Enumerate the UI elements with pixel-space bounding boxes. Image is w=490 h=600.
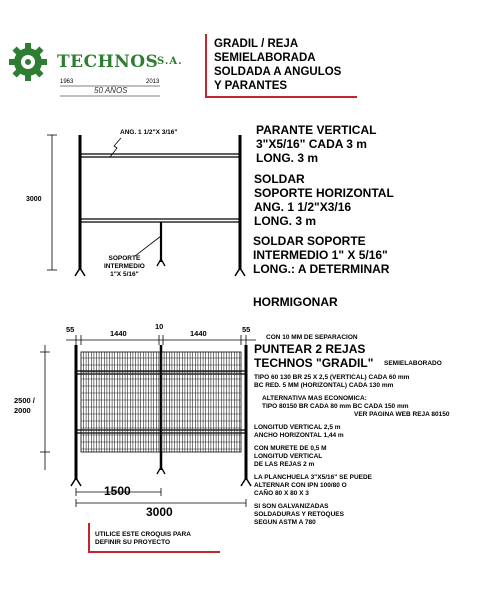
technos-logo-emblem: [9, 43, 47, 81]
spec-line: TIPO 60 130 BR 25 X 2,5 (VERTICAL) CADA 60 mm: [254, 374, 410, 381]
support-label-line: 1"X 5/16": [110, 271, 139, 278]
spec-line: SI SON GALVANIZADAS: [254, 503, 329, 510]
dim-3000: 3000: [146, 505, 173, 519]
instruction-line: SOLDAR: [254, 172, 305, 186]
murete-spec: [254, 445, 327, 469]
page-title: [214, 37, 341, 93]
soldar-intermedio-instructions: [253, 234, 389, 276]
spec-line: VER PAGINA WEB REJA 80150: [354, 411, 450, 418]
planchuela-spec: [254, 474, 372, 498]
tipo-spec: [254, 374, 409, 390]
instruction-line: INTERMEDIO 1" X 5/16": [253, 248, 388, 262]
project-note: [95, 531, 191, 547]
dim-55-left: 55: [66, 325, 75, 334]
brand-suffix: S.A.: [157, 56, 183, 67]
instruction-line: PARANTE VERTICAL: [256, 123, 377, 137]
spec-line: ALTERNAR CON IPN 100/80 O: [254, 482, 347, 489]
angle-label: ANG. 1 1/2"X 3/16": [120, 129, 178, 136]
spec-line: BC RED. 5 MM (HORIZONTAL) CADA 130 mm: [254, 382, 394, 389]
title-line: SEMIELABORADA: [214, 52, 316, 64]
alternativa-spec: [262, 395, 449, 419]
title-line: GRADIL / REJA: [214, 38, 299, 50]
instruction-line: LONG.: A DETERMINAR: [253, 262, 390, 276]
spec-line: LA PLANCHUELA 3"X5/16" SE PUEDE: [254, 474, 373, 481]
support-label-line: SOPORTE: [108, 255, 141, 262]
soldar-horizontal-instructions: [254, 172, 394, 228]
instruction-line: 3"X5/16" CADA 3 m: [256, 137, 367, 151]
title-line: SOLDADA A ANGULOS: [214, 66, 342, 78]
instruction-line: LONG. 3 m: [254, 214, 317, 228]
height-label-line: 2500 /: [14, 396, 35, 405]
lower-height-label: [14, 396, 35, 416]
separacion-label: CON 10 MM DE SEPARACION: [266, 334, 358, 341]
spec-line: LONGITUD VERTICAL 2,5 m: [254, 424, 341, 431]
spec-line: SOLDADURAS Y RETOQUES: [254, 511, 344, 518]
spec-line: SEGUN ASTM A 780: [254, 519, 316, 526]
parante-instructions: [256, 123, 376, 165]
dim-55-right: 55: [242, 325, 251, 334]
note-line: UTILICE ESTE CROQUIS PARA: [95, 531, 191, 538]
instruction-line: SOLDAR SOPORTE: [253, 234, 366, 248]
height-label-line: 2000: [14, 406, 31, 415]
upper-height-label: 3000: [26, 196, 42, 203]
longitud-spec: [254, 424, 344, 440]
instruction-line: SOPORTE HORIZONTAL: [254, 186, 394, 200]
dim-1500: 1500: [104, 484, 131, 498]
puntear-line: TECHNOS "GRADIL": [254, 356, 374, 370]
title-line: Y PARANTES: [214, 80, 288, 92]
anniversary-label: 50 AÑOS: [94, 86, 128, 95]
instruction-line: LONG. 3 m: [256, 151, 319, 165]
note-line: DEFINIR SU PROYECTO: [95, 539, 171, 546]
hormigonar-label: HORMIGONAR: [253, 295, 338, 309]
puntear-label: [254, 342, 373, 370]
year-end: 2013: [146, 79, 160, 85]
instruction-line: ANG. 1 1/2"X3/16: [254, 200, 352, 214]
spec-line: TIPO 80150 BR CADA 80 mm BC CADA 150 mm: [262, 403, 409, 410]
puntear-line: PUNTEAR 2 REJAS: [254, 342, 366, 356]
spec-line: ALTERNATIVA MAS ECONOMICA:: [262, 395, 367, 402]
semielaborado-label: SEMIELABORADO: [384, 360, 442, 367]
spec-line: LONGITUD VERTICAL: [254, 453, 323, 460]
spec-line: ANCHO HORIZONTAL 1,44 m: [254, 432, 344, 439]
upper-frame-diagram: [47, 135, 245, 276]
dim-1440-left: 1440: [110, 329, 127, 338]
dim-1440-right: 1440: [190, 329, 207, 338]
spec-line: DE LAS REJAS 2 m: [254, 461, 315, 468]
spec-line: CON MURETE DE 0,5 M: [254, 445, 327, 452]
support-label-line: INTERMEDIO: [104, 263, 145, 270]
spec-line: CAÑO 80 X 80 X 3: [254, 490, 309, 497]
dim-10: 10: [155, 322, 164, 331]
year-start: 1963: [60, 79, 74, 85]
galvanizadas-spec: [254, 503, 344, 527]
brand-name: TECHNOS: [57, 52, 159, 72]
support-label: [104, 255, 145, 279]
